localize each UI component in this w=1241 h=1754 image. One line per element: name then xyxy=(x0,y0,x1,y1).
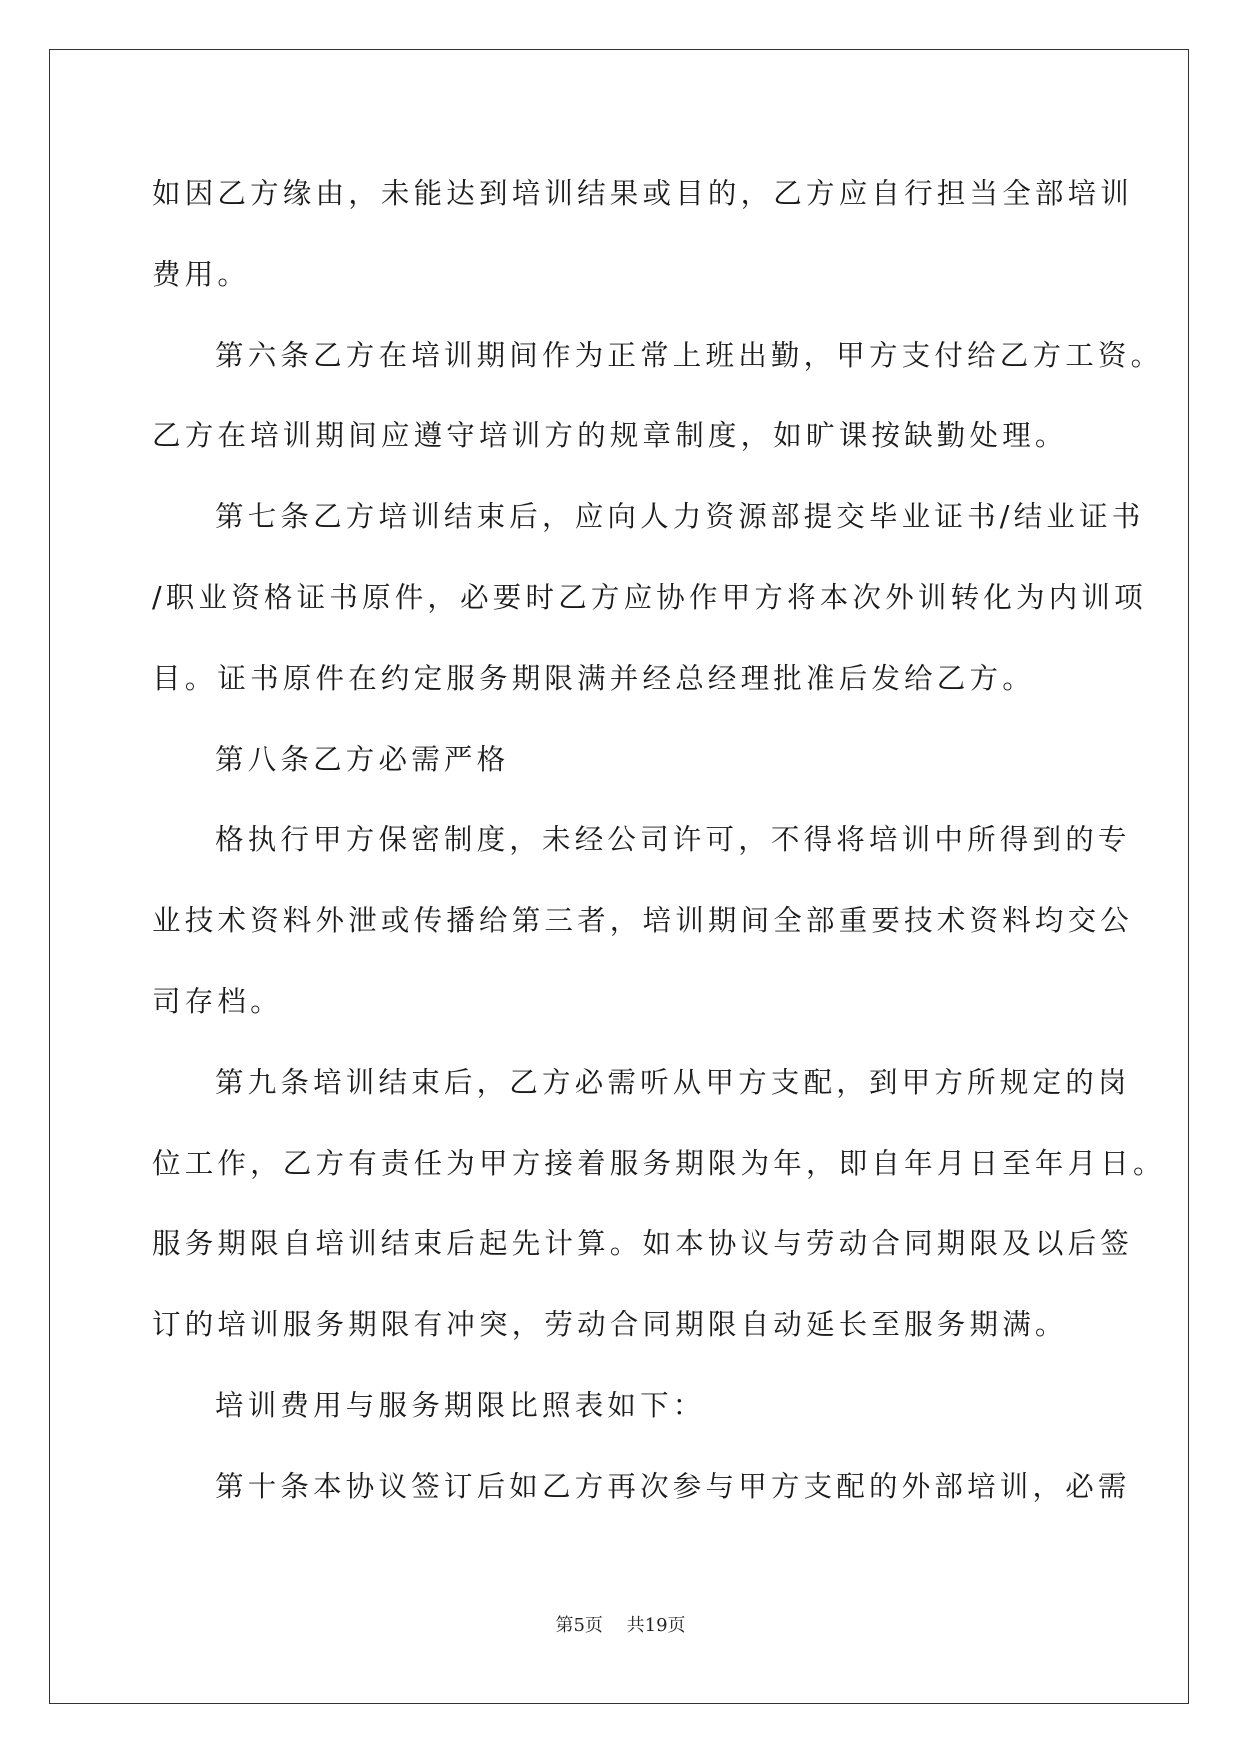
text-line: 位工作，乙方有责任为甲方接着服务期限为年，即自年月日至年月日。 xyxy=(152,1146,1166,1180)
document-body xyxy=(152,158,1166,1532)
text-line: /职业资格证书原件，必要时乙方应协作甲方将本次外训转化为内训项 xyxy=(152,580,1147,614)
text-line: 服务期限自培训结束后起先计算。如本协议与劳动合同期限及以后签 xyxy=(152,1227,1134,1261)
text-line: 乙方在培训期间应遵守培训方的规章制度，如旷课按缺勤处理。 xyxy=(152,419,1068,453)
text-line: 第十条本协议签订后如乙方再次参与甲方支配的外部培训，必需 xyxy=(215,1469,1131,1503)
page-number: 第5页 xyxy=(555,1615,603,1636)
text-line: 司存档。 xyxy=(152,984,283,1018)
text-line: 格执行甲方保密制度，未经公司许可，不得将培训中所得到的专 xyxy=(215,823,1131,857)
text-line: 费用。 xyxy=(152,257,251,291)
text-line: 第九条培训结束后，乙方必需听从甲方支配，到甲方所规定的岗 xyxy=(215,1065,1131,1099)
text-line: 如因乙方缘由，未能达到培训结果或目的，乙方应自行担当全部培训 xyxy=(152,177,1134,210)
text-line: 第六条乙方在培训期间作为正常上班出勤，甲方支付给乙方工资。 xyxy=(215,338,1164,372)
page-footer xyxy=(0,1611,1241,1637)
text-line: 目。证书原件在约定服务期限满并经总经理批准后发给乙方。 xyxy=(152,661,1035,695)
page-total: 共19页 xyxy=(626,1615,686,1636)
text-line: 业技术资料外泄或传播给第三者，培训期间全部重要技术资料均交公 xyxy=(152,904,1134,938)
text-line: 培训费用与服务期限比照表如下： xyxy=(215,1388,706,1422)
text-line: 第八条乙方必需严格 xyxy=(215,742,510,776)
text-line: 第七条乙方培训结束后，应向人力资源部提交毕业证书/结业证书 xyxy=(215,500,1145,534)
text-line: 订的培训服务期限有冲突，劳动合同期限自动延长至服务期满。 xyxy=(152,1308,1068,1342)
